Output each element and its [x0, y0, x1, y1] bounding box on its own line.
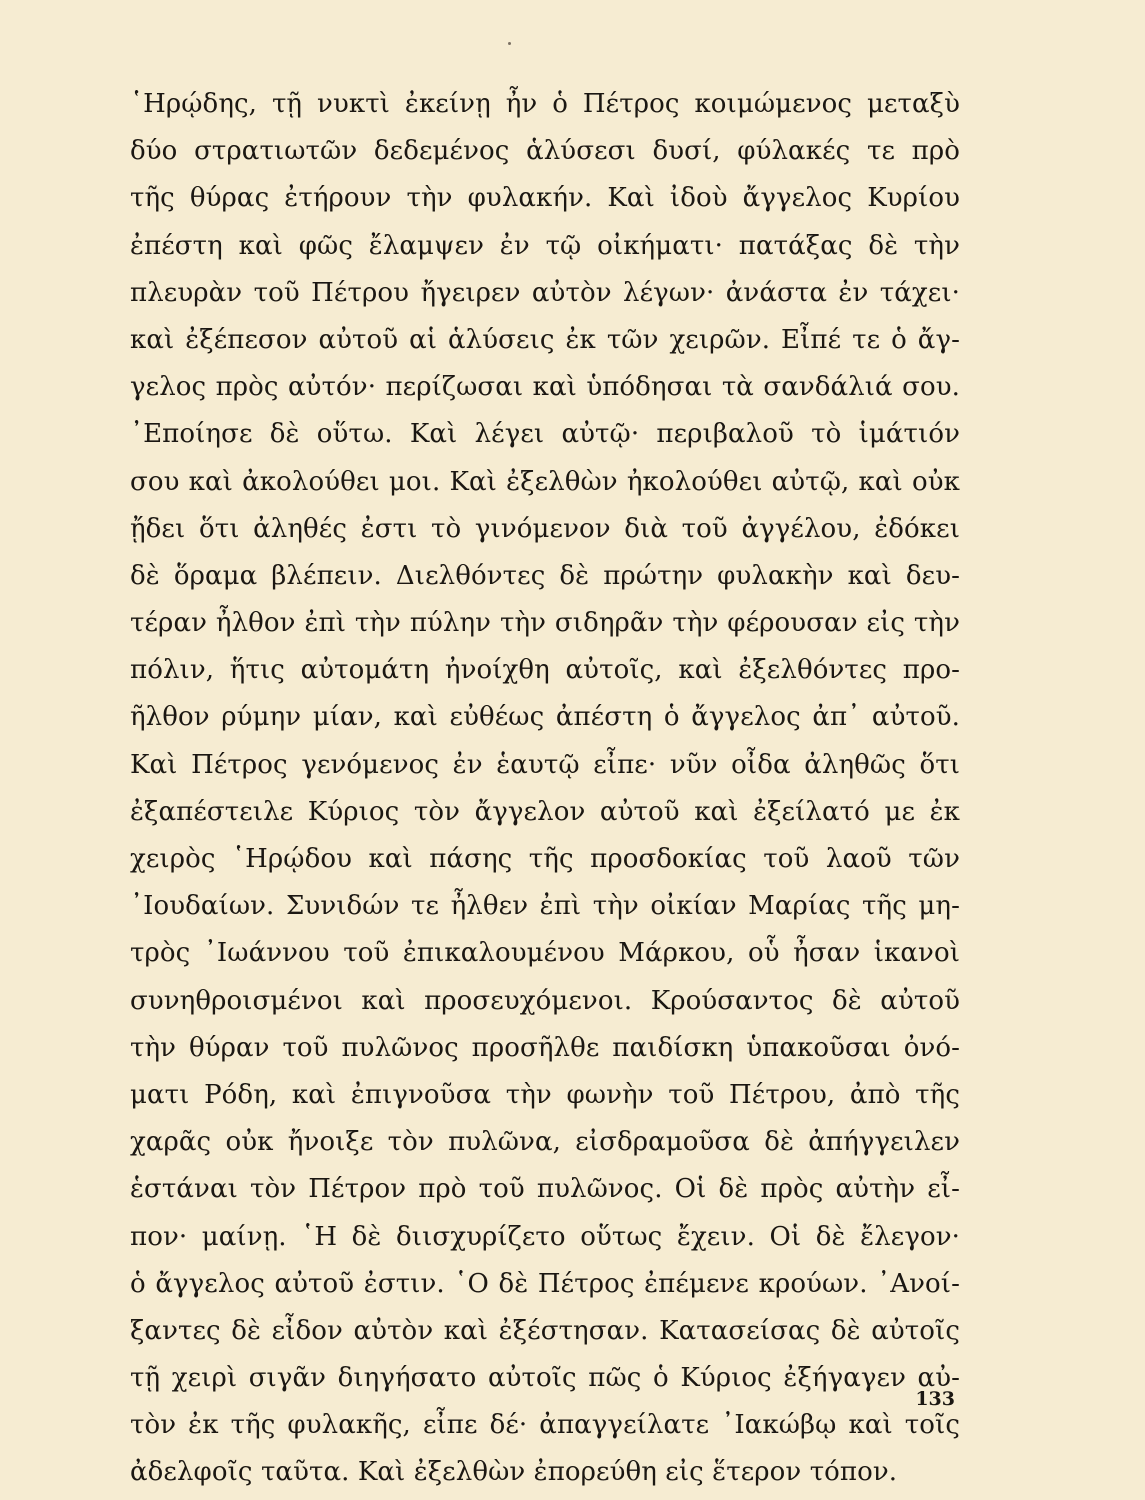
text-line: τῇ χειρὶ σιγᾶν διηγήσατο αὐτοῖς πῶς ὁ Κύριος ἐξήγαγεν αὐ- — [130, 1363, 960, 1394]
text-line: ξαντες δὲ εἶδον αὐτὸν καὶ ἐξέστησαν. Κατασείσας δὲ αὐτοῖς — [130, 1315, 960, 1346]
text-line: γελος πρὸς αὐτόν· περίζωσαι καὶ ὑπόδησαι τὰ σανδάλιά σου. — [130, 372, 960, 403]
text-line: ῾Ηρῴδης, τῇ νυκτὶ ἐκείνῃ ἦν ὁ Πέτρος κοιμώμενος μεταξὺ — [130, 89, 960, 119]
text-line: ἀδελφοῖς ταῦτα. Καὶ ἐξελθὼν ἐπορεύθη εἰς ἕτερον τόπον. — [130, 1457, 898, 1488]
text-line: τὴν θύραν τοῦ πυλῶνος προσῆλθε παιδίσκη ὑπακοῦσαι ὀνό- — [130, 1032, 960, 1063]
text-line: πον· μαίνῃ. ῾Η δὲ διισχυρίζετο οὕτως ἔχειν. Οἱ δὲ ἔλεγον· — [130, 1221, 960, 1252]
text-line: ἐπέστη καὶ φῶς ἔλαμψεν ἐν τῷ οἰκήματι· πατάξας δὲ τὴν — [130, 230, 960, 261]
text-line: ματι Ρόδη, καὶ ἐπιγνοῦσα τὴν φωνὴν τοῦ Πέτρου, ἀπὸ τῆς — [130, 1079, 960, 1110]
page-number: 133 — [915, 1388, 955, 1410]
text-line: τῆς θύρας ἐτήρουν τὴν φυλακήν. Καὶ ἰδοὺ ἄγγελος Κυρίου — [130, 183, 960, 214]
body-text — [130, 81, 960, 1497]
text-line: χειρὸς ῾Ηρῴδου καὶ πάσης τῆς προσδοκίας τοῦ λαοῦ τῶν — [130, 844, 960, 874]
text-line: καὶ ἐξέπεσον αὐτοῦ αἱ ἁλύσεις ἐκ τῶν χειρῶν. Εἶπέ τε ὁ ἄγ- — [130, 324, 960, 355]
text-line: δύο στρατιωτῶν δεδεμένος ἁλύσεσι δυσί, φύλακές τε πρὸ — [130, 136, 960, 167]
text-line: ῆλθον ρύμην μίαν, καὶ εὐθέως ἀπέστη ὁ ἄγγελος ἀπ᾿ αὐτοῦ. — [130, 702, 960, 733]
text-line: πόλιν, ἥτις αὐτομάτη ἠνοίχθη αὐτοῖς, καὶ ἐξελθόντες προ- — [130, 655, 960, 686]
ink-speck — [508, 42, 511, 45]
text-line: τὸν ἐκ τῆς φυλακῆς, εἶπε δέ· ἀπαγγείλατε ᾿Ιακώβῳ καὶ τοῖς — [130, 1410, 960, 1441]
text-line: δὲ ὅραμα βλέπειν. Διελθόντες δὲ πρώτην φυλακὴν καὶ δευ- — [130, 560, 960, 591]
text-line: πλευρὰν τοῦ Πέτρου ἤγειρεν αὐτὸν λέγων· ἀνάστα ἐν τάχει· — [130, 277, 960, 308]
text-line: ἐξαπέστειλε Κύριος τὸν ἄγγελον αὐτοῦ καὶ ἐξείλατό με ἐκ — [130, 796, 960, 827]
text-line: τέραν ἦλθον ἐπὶ τὴν πύλην τὴν σιδηρᾶν τὴν φέρουσαν εἰς τὴν — [130, 608, 960, 639]
text-line: ᾿Ιουδαίων. Συνιδών τε ἦλθεν ἐπὶ τὴν οἰκίαν Μαρίας τῆς μη- — [130, 891, 960, 922]
text-line: τρὸς ᾿Ιωάννου τοῦ ἐπικαλουμένου Μάρκου, οὗ ἦσαν ἱκανοὶ — [130, 938, 960, 969]
text-line: χαρᾶς οὐκ ἤνοιξε τὸν πυλῶνα, εἰσδραμοῦσα δὲ ἀπήγγειλεν — [130, 1127, 960, 1158]
text-line: ὁ ἄγγελος αὐτοῦ ἐστιν. ῾Ο δὲ Πέτρος ἐπέμενε κρούων. ᾿Ανοί- — [130, 1268, 960, 1299]
text-line: ᾔδει ὅτι ἀληθές ἐστι τὸ γινόμενον διὰ τοῦ ἀγγέλου, ἐδόκει — [130, 513, 960, 544]
text-line: σου καὶ ἀκολούθει μοι. Καὶ ἐξελθὼν ἠκολούθει αὐτῷ, καὶ οὐκ — [130, 466, 960, 497]
text-line: ἑστάναι τὸν Πέτρον πρὸ τοῦ πυλῶνος. Οἱ δὲ πρὸς αὐτὴν εἶ- — [130, 1174, 960, 1205]
text-line: συνηθροισμένοι καὶ προσευχόμενοι. Κρούσαντος δὲ αὐτοῦ — [130, 985, 960, 1016]
text-line: ᾿Εποίησε δὲ οὕτω. Καὶ λέγει αὐτῷ· περιβαλοῦ τὸ ἱμάτιόν — [130, 419, 960, 450]
text-line: Καὶ Πέτρος γενόμενος ἐν ἑαυτῷ εἶπε· νῦν οἶδα ἀληθῶς ὅτι — [130, 749, 960, 780]
